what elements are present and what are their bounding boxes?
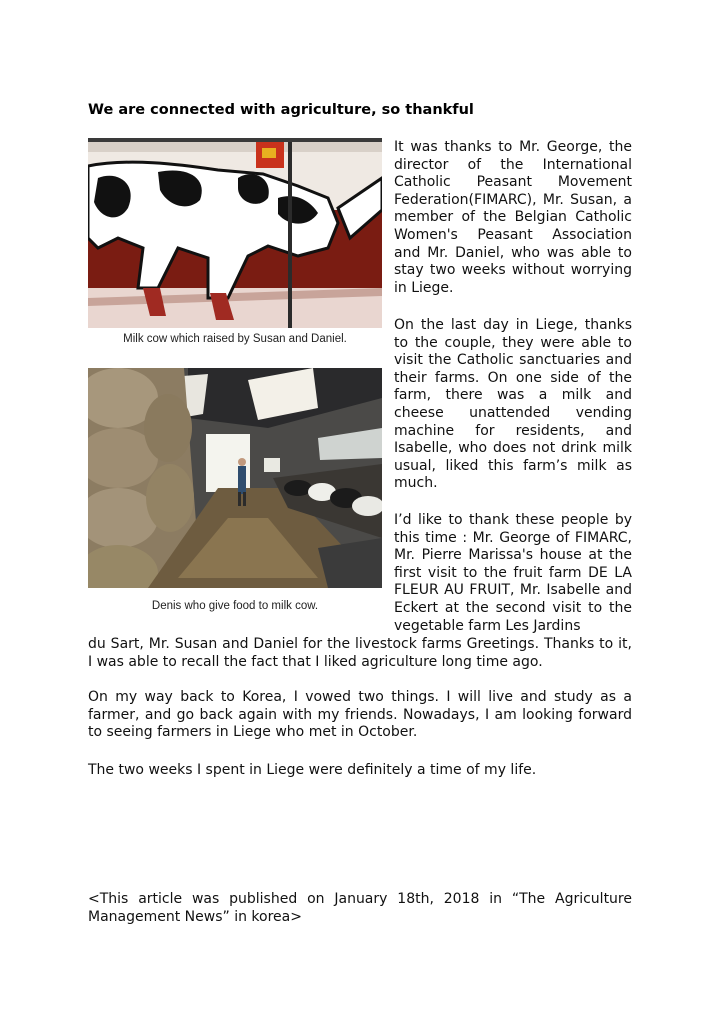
- paragraph-5: The two weeks I spent in Liege were definitely a time of my life.: [88, 762, 537, 778]
- barn-photo-image: [88, 368, 382, 588]
- paragraph-3-part-1: I’d like to thank these people by this time : Mr. George of FIMARC, Mr. Pierre Marissa's house at the first visit to the fruit farm DE LA FLEUR AU FRUIT, Mr. Isabelle and Eckert at the second visit to the vegetable farm Les Jardins: [394, 512, 632, 634]
- paragraph-3-part-2: du Sart, Mr. Susan and Daniel for the livestock farms Greetings. Thanks to it, I was able to recall the fact that I liked agriculture long time ago.: [88, 636, 632, 670]
- paragraph-1: It was thanks to Mr. George, the director of the International Catholic Peasant Movement Federation(FIMARC), Mr. Susan, a member of the Belgian Catholic Women's Peasant Association and Mr. Daniel, who was able to stay two weeks without worrying in Liege.: [394, 139, 632, 296]
- cow-painting-image: [88, 138, 382, 328]
- barn-photo-caption: Denis who give food to milk cow.: [151, 600, 319, 612]
- paragraph-4: On my way back to Korea, I vowed two things. I will live and study as a farmer, and go back again with my friends. Nowadays, I am looking forward to seeing farmers in Liege who met in October.: [88, 689, 632, 741]
- article-title: We are connected with agriculture, so thankful: [88, 102, 474, 118]
- paragraph-2: On the last day in Liege, thanks to the couple, they were able to visit the Catholic sanctuaries and their farms. On one side of the farm, there was a milk and cheese unattended vending machine for residents, and Isabelle, who does not drink milk usual, liked this farm’s milk as much.: [394, 317, 632, 492]
- cow-painting-caption: Milk cow which raised by Susan and Daniel.: [123, 333, 347, 345]
- publication-footnote: <This article was published on January 18th, 2018 in “The Agriculture Management News” in korea>: [88, 891, 632, 925]
